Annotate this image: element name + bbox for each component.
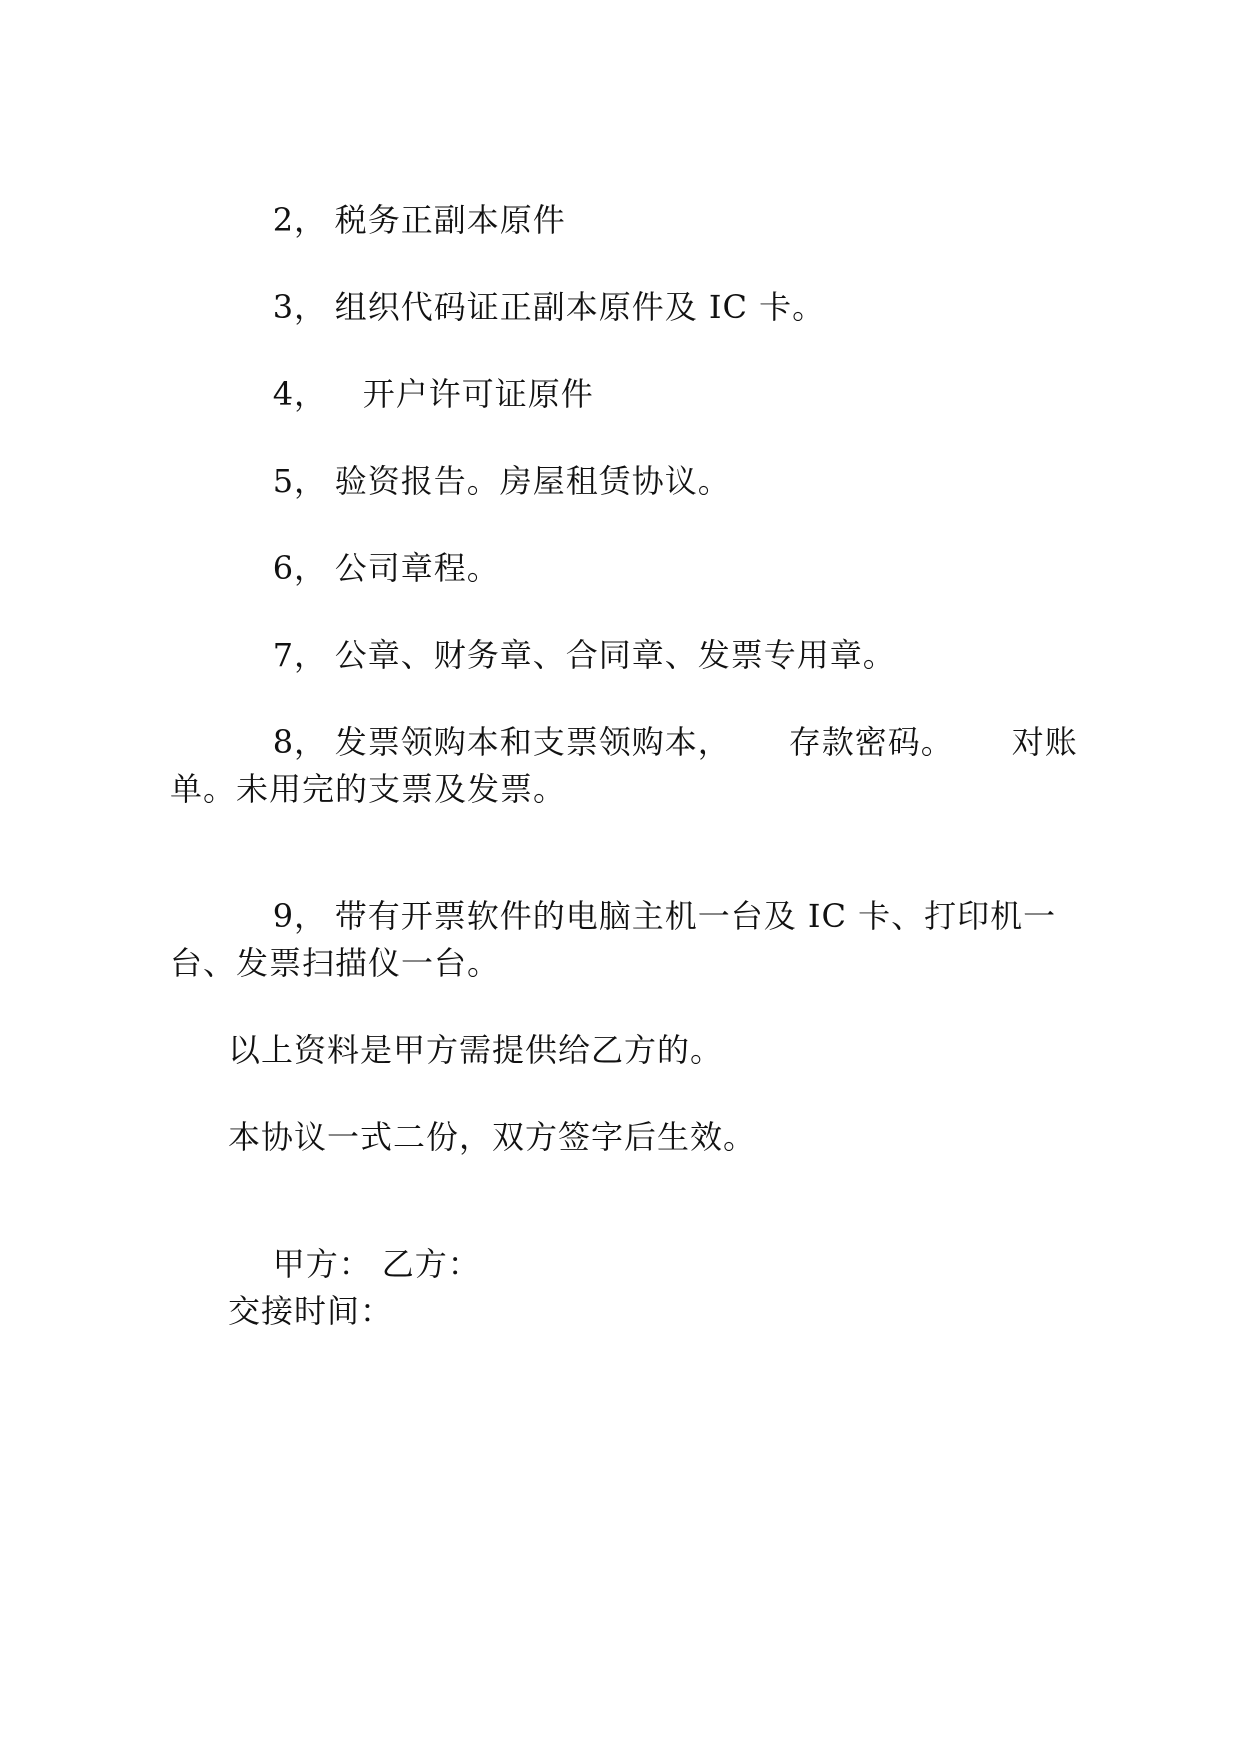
item-number: 8，: [272, 723, 328, 761]
party-b-label: 乙方：: [381, 1245, 481, 1283]
item-text: 公司章程。: [334, 549, 500, 587]
item-text-a: 发票领购本和支票领购本，: [334, 723, 731, 761]
list-item-9-continuation: 台、发票扫描仪一台。: [170, 944, 501, 982]
item-text: 公章、财务章、合同章、发票专用章。: [334, 636, 896, 674]
item-text: 验资报告。房屋租赁协议。: [334, 462, 731, 500]
party-a-label: 甲方：: [272, 1245, 372, 1283]
paragraph-materials-note: 以上资料是甲方需提供给乙方的。: [228, 1031, 724, 1069]
item-text-c: 对账: [1011, 723, 1078, 761]
item-number: 6，: [272, 549, 328, 587]
item-text: 税务正副本原件: [334, 201, 566, 239]
item-number: 4，: [272, 375, 328, 413]
item-number: 2，: [272, 201, 328, 239]
item-text: 带有开票软件的电脑主机一台及 IC 卡、打印机一: [334, 897, 1057, 935]
item-number: 5，: [272, 462, 328, 500]
item-text-b: 存款密码。: [788, 723, 954, 761]
item-number: 9，: [272, 897, 328, 935]
paragraph-agreement-copies: 本协议一式二份，双方签字后生效。: [228, 1118, 757, 1156]
item-number: 7，: [272, 636, 328, 674]
list-item-8-continuation: 单。未用完的支票及发票。: [170, 770, 567, 808]
item-number: 3，: [272, 288, 328, 326]
item-text: 组织代码证正副本原件及 IC 卡。: [334, 288, 826, 326]
item-text: 开户许可证原件: [362, 375, 594, 413]
handover-time-label: 交接时间：: [228, 1292, 394, 1330]
